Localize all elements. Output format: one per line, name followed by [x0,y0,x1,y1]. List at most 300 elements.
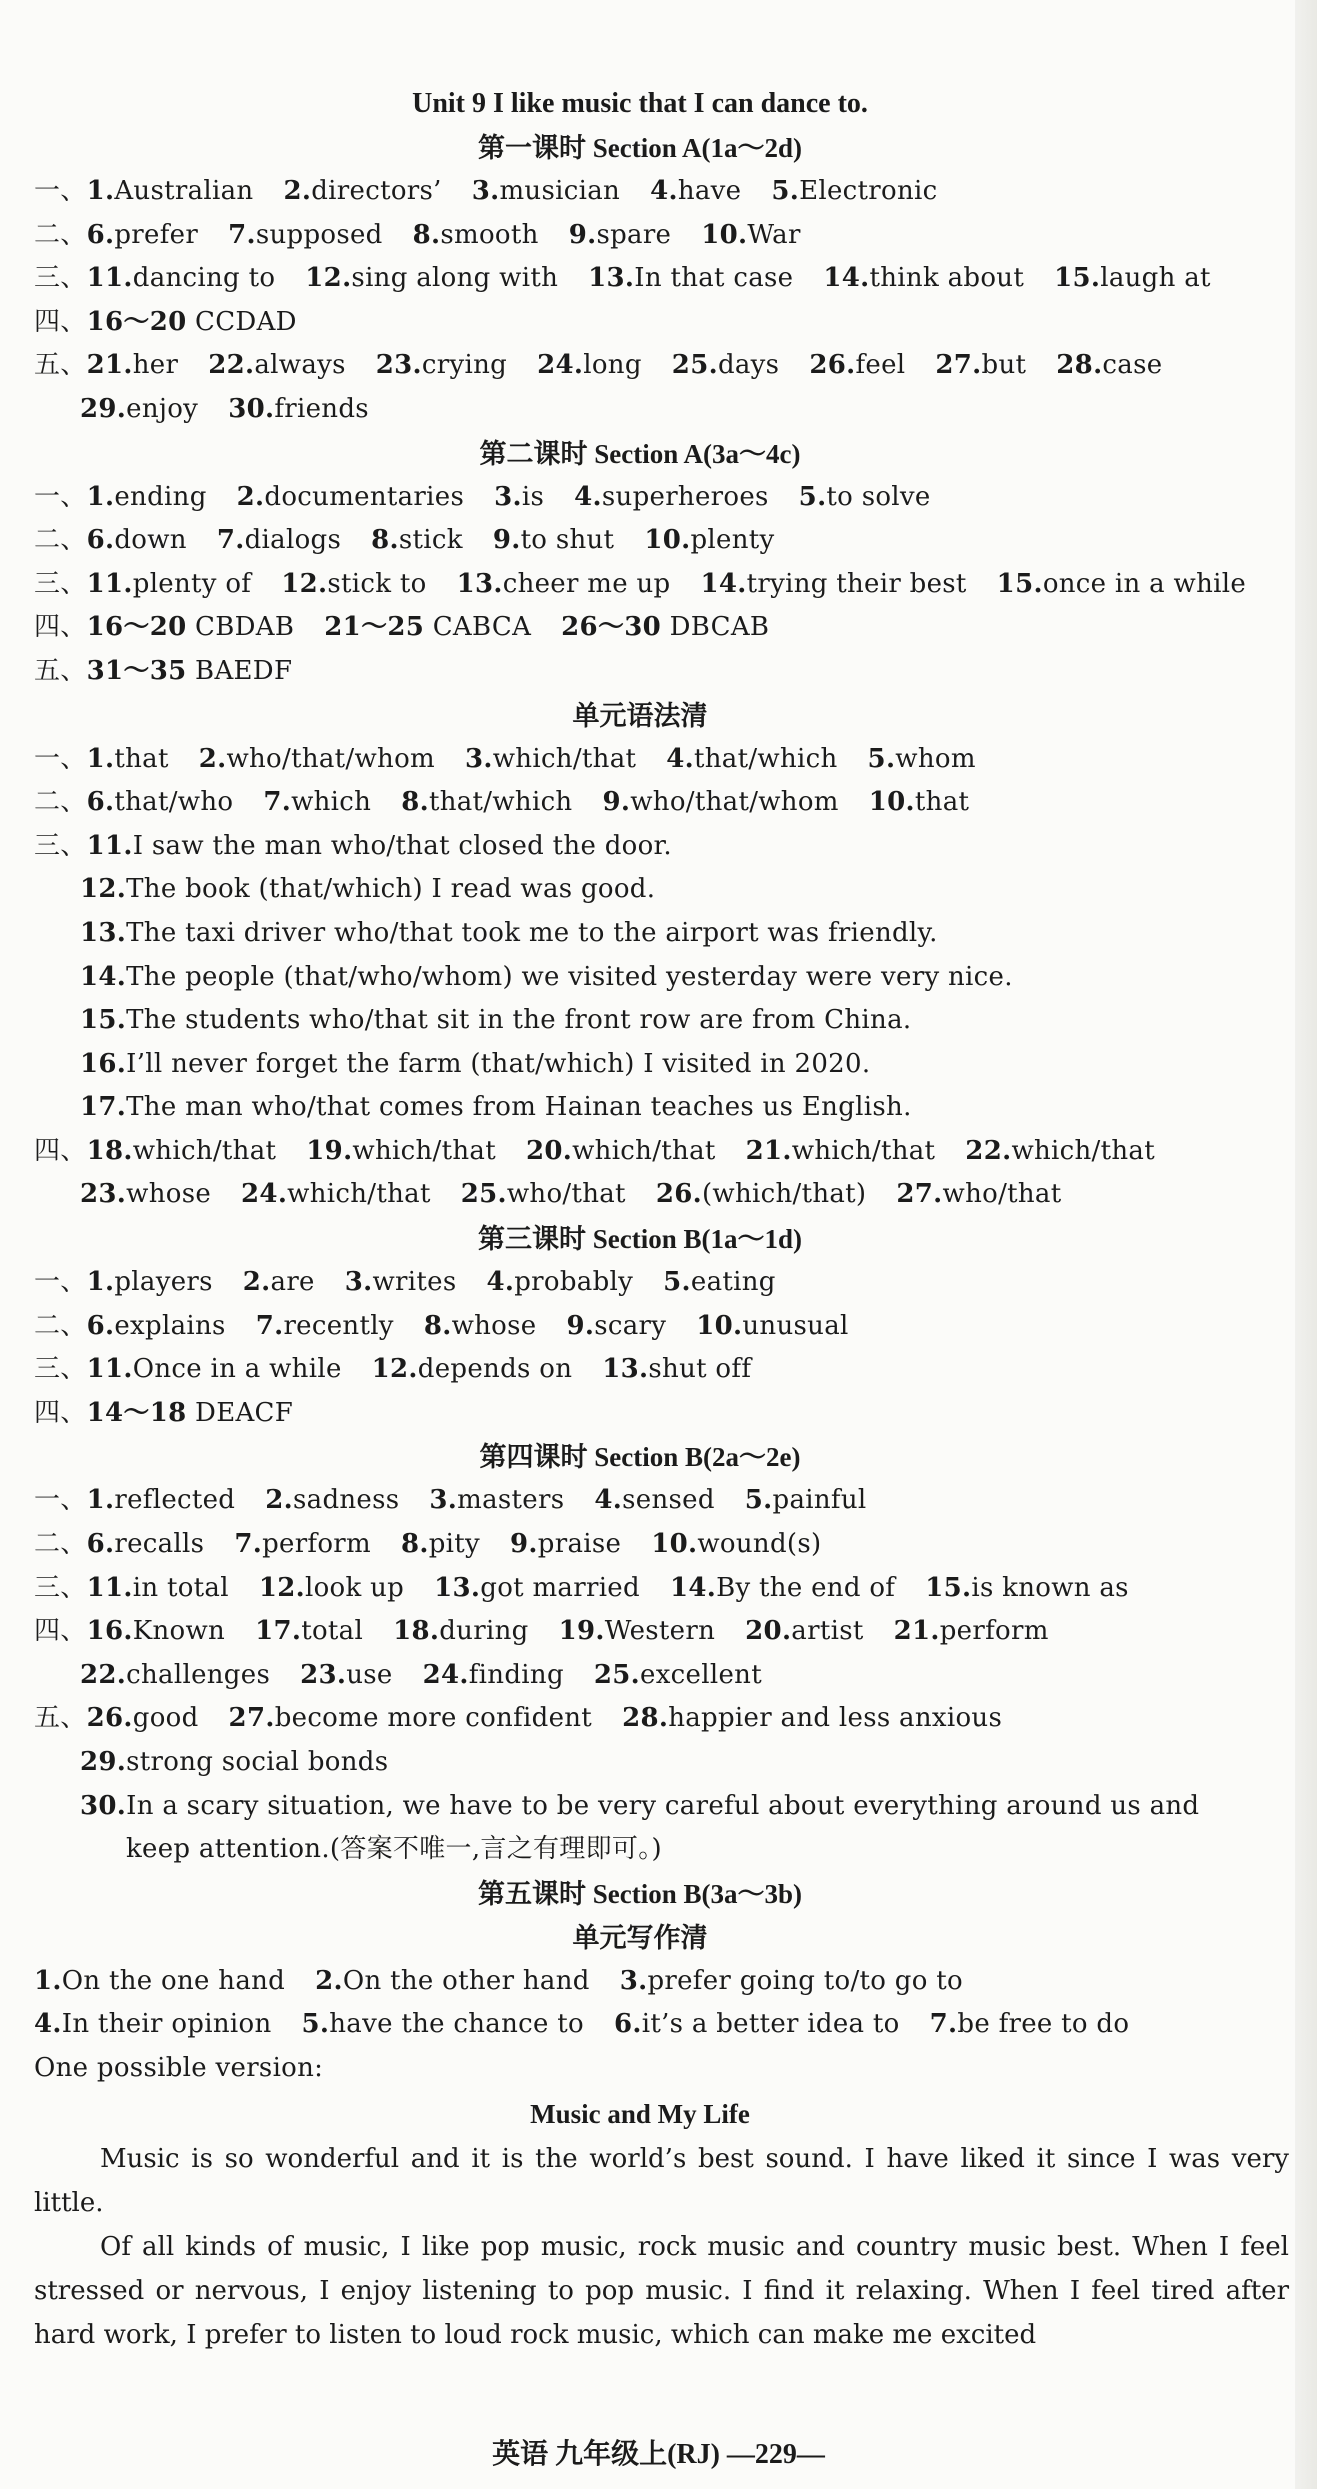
answer-item [461,1179,626,1209]
question-number: 6. [86,219,115,250]
answer-text: enjoy [126,393,199,424]
answer-item [87,1529,205,1559]
question-number: 22. [80,1659,127,1690]
question-number: 15. [80,1005,127,1036]
answer-item [997,569,1246,599]
answer-text: eating [690,1267,776,1298]
answer-text: The book (that/which) I read was good. [126,874,656,905]
answer-text: DEACF [186,1397,294,1428]
question-number: 3. [471,176,500,206]
question-number: 1. [86,743,115,774]
question-number: 11. [86,1354,133,1385]
question-number: 14～18 [86,1397,187,1428]
answer-item [376,350,507,380]
answer-text: always [254,350,346,381]
answer-item [345,1267,457,1297]
answer-line [34,1654,1317,1698]
question-number: 3. [494,481,522,512]
part-label: 一、 [34,743,87,774]
answer-text: that/which [428,787,573,818]
question-number: 14. [80,961,127,992]
question-number: 15. [1054,263,1101,294]
answer-text: supposed [255,219,383,250]
question-number: 6. [86,525,115,556]
answer-text: crying [421,350,508,381]
answer-text: In their opinion [61,2009,272,2040]
question-number: 9. [602,787,631,818]
answer-text: once in a while [1042,568,1247,599]
unit-title: Unit 9 I like music that I can dance to. [412,88,868,119]
answer-item [87,787,234,817]
question-number: 5. [867,743,896,774]
lesson4-answers [34,1479,1317,1871]
answer-text: Australian [114,176,254,206]
answer-item [696,1311,848,1341]
answer-text: CBDAB [186,612,295,643]
answer-text: happier and less anxious [668,1703,1003,1734]
part-label: 一、 [34,176,87,206]
answer-text: The taxi driver who/that took me to the airport was friendly. [126,917,938,948]
answer-text: plenty [690,525,775,556]
answer-item [87,1136,277,1166]
answer-item [259,1573,404,1603]
answer-text: is known as [971,1572,1129,1603]
question-number: 1. [86,1485,115,1516]
answer-item [663,1267,776,1297]
answer-item [80,394,198,424]
part-label: 四、 [34,306,87,337]
answer-text: wound(s) [697,1529,822,1560]
answer-item [87,1398,293,1428]
answer-text: whose [451,1310,537,1341]
answer-text: directors’ [311,176,442,206]
answer-text: superheroes [601,481,769,512]
answer-item [930,2009,1130,2039]
question-number: 1. [86,176,115,206]
answer-item [493,525,615,555]
question-number: 9. [566,1310,595,1341]
question-number: 7. [234,1529,263,1560]
answer-text: ending [114,481,207,512]
question-number: 8. [401,787,429,818]
question-number: 24. [241,1179,288,1210]
answer-text: be free to do [957,2009,1130,2040]
lesson3-answers [34,1261,1317,1435]
part-label: 一、 [34,1267,87,1298]
answer-item [745,1616,863,1646]
question-number: 2. [315,1965,343,1996]
part-label: 五、 [34,655,87,686]
answer-line [34,1392,1317,1436]
question-number: 5. [301,2009,330,2040]
answer-item [799,482,931,512]
answer-item [256,1311,394,1341]
answer-text: who/that [506,1179,626,1210]
part-label: 一、 [34,481,87,512]
question-number: 11. [86,568,133,599]
question-number: 30. [80,1790,127,1821]
question-number: 25. [671,350,718,381]
answer-text: smooth [440,219,539,250]
answer-text: scary [594,1310,667,1341]
question-number: 3. [344,1267,373,1298]
question-number: 15. [996,568,1043,599]
answer-item [199,744,435,774]
part-label: 二、 [34,525,87,556]
answer-item [80,1092,912,1122]
answer-line [34,650,1317,694]
question-number: 26. [86,1703,133,1734]
answer-text: which/that [492,743,637,774]
answer-line [34,2047,1317,2091]
answer-text: to shut [520,525,615,556]
question-number: 12. [305,263,352,294]
part-label: 二、 [34,1310,87,1341]
answer-text: reflected [114,1485,236,1516]
question-number: 22. [965,1135,1012,1166]
answer-item [566,1311,666,1341]
question-number: 8. [371,525,399,556]
adjacent-page-edge [1295,0,1317,2489]
answer-item [87,307,297,337]
answer-text: perform [262,1529,371,1560]
question-number: 1. [86,1267,115,1298]
answer-item [935,350,1026,380]
question-number: 8. [412,219,441,250]
answer-item [229,1703,593,1733]
question-number: 3. [464,743,493,774]
answer-line [34,214,1317,258]
answer-item [87,1573,229,1603]
question-number: 2. [236,481,265,512]
answer-text: cheer me up [502,568,671,599]
answer-item [809,350,905,380]
question-number: 2. [283,176,312,206]
question-number: 4. [34,2009,62,2040]
question-number: 19. [558,1616,605,1647]
answer-item [594,1660,762,1690]
question-number: 10. [696,1310,743,1341]
answer-text: look up [304,1572,405,1603]
answer-item [324,612,531,642]
answer-text: that/which [694,743,838,774]
answer-text: DBCAB [661,612,770,643]
question-number: 20. [745,1616,792,1647]
answer-text: pity [428,1529,481,1560]
answer-item [87,831,672,861]
answer-item [896,1179,1061,1209]
question-number: 28. [1056,350,1103,381]
answer-item [537,350,642,380]
answer-item [486,1267,633,1297]
answer-line [34,1043,1317,1087]
answer-item [823,263,1024,293]
answer-line [34,301,1317,345]
answer-line [34,1960,1317,2004]
answer-item [1054,263,1211,293]
answer-text: case [1102,350,1163,381]
answer-text: in total [132,1572,229,1603]
answer-text: down [114,525,187,556]
part-label: 四、 [34,1616,87,1647]
answer-text: musician [499,176,621,206]
answer-item [894,1616,1049,1646]
part-label: 三、 [34,568,87,599]
answer-line [34,257,1317,301]
part-label: 二、 [34,1529,87,1560]
lesson4-heading: 第四课时 Section B(2a～2e) [479,1442,801,1473]
answer-text: which/that [132,1135,277,1166]
answer-line [34,999,1317,1043]
answer-text: dancing to [132,263,276,294]
answer-line [34,1567,1317,1611]
question-number: 1. [34,1965,62,1996]
answer-item [510,1529,621,1559]
answer-text: In a scary situation, we have to be very careful about everything around us and [126,1790,1200,1821]
answer-item [869,787,969,817]
answer-text: are [270,1267,315,1298]
answer-text: during [439,1616,529,1647]
answer-item [423,1660,564,1690]
question-number: 10. [651,1529,698,1560]
question-number: 27. [935,350,982,381]
question-number: 17. [80,1092,127,1123]
answer-text: whom [895,743,976,774]
answer-line [34,912,1317,956]
answer-item [650,176,741,206]
part-label: 五、 [34,1703,87,1734]
question-number: 3. [619,1965,648,1996]
part-label: 一、 [34,1485,87,1516]
answer-item [87,482,207,512]
question-number: 26～30 [561,612,662,643]
question-number: 3. [429,1485,458,1516]
answer-text: dialogs [244,525,342,556]
answer-line [34,1610,1317,1654]
answer-text: excellent [640,1659,762,1690]
answer-text: spare [596,219,672,250]
answer-item [602,787,838,817]
question-number: 24. [422,1659,469,1690]
answer-text: who/that/whom [630,787,839,818]
answer-item [371,525,463,555]
answer-text: sensed [622,1485,715,1516]
answer-item [80,1005,911,1035]
question-number: 5. [771,176,800,206]
answer-line [34,563,1317,607]
answer-text: that/who [114,787,234,818]
answer-text: prefer [114,219,199,250]
answer-line [34,956,1317,1000]
answer-text: I saw the man who/that closed the door. [132,830,672,861]
question-number: 16. [80,1048,127,1079]
answer-text: Once in a while [132,1354,342,1385]
answer-text: recalls [114,1529,205,1560]
answer-text: think about [869,263,1025,294]
part-label: 二、 [34,219,87,250]
answer-item [255,1616,363,1646]
answer-item [602,1354,751,1384]
answer-item [234,1529,371,1559]
question-number: 19. [306,1135,353,1166]
answer-item [472,176,620,206]
answer-text: use [346,1659,393,1690]
answer-text: CCDAD [186,306,297,337]
answer-item [372,1354,573,1384]
question-number: 7. [216,525,245,556]
answer-line [34,868,1317,912]
answer-text: stick to [327,568,427,599]
answer-text: Electronic [799,176,938,206]
answer-line [34,781,1317,825]
page-footer: 英语 九年级上(RJ) —229— [492,2439,825,2470]
question-number: 14. [823,263,870,294]
answer-text: strong social bonds [126,1747,389,1777]
part-label: 四、 [34,1397,87,1428]
question-number: 27. [228,1703,275,1734]
answer-text: sing along with [351,263,559,294]
answer-item [925,1573,1129,1603]
answer-text: explains [114,1310,226,1341]
question-number: 10. [868,787,915,818]
part-label: 五、 [34,350,87,381]
question-number: 8. [400,1529,429,1560]
answer-item [87,612,295,642]
answer-item [401,787,572,817]
lesson3-heading: 第三课时 Section B(1a～1d) [478,1224,802,1255]
question-number: 5. [744,1485,773,1516]
answer-text: prefer going to/to go to [647,1965,963,1996]
part-label: 三、 [34,263,87,294]
answer-item [237,482,464,512]
question-number: 10. [644,525,691,556]
answer-item [80,962,1013,992]
question-number: 7. [228,219,256,250]
question-number: 16～20 [86,612,187,643]
question-number: 2. [265,1485,293,1516]
answer-item [302,2009,584,2039]
answer-item [80,1179,211,1209]
question-number: 11. [86,1572,133,1603]
answer-text: On the one hand [61,1965,286,1996]
question-number: 23. [375,350,422,381]
answer-item [559,1616,716,1646]
answer-item [241,1179,431,1209]
answer-text: finding [468,1659,564,1690]
answer-text: which [291,787,372,818]
question-number: 5. [663,1267,691,1298]
answer-item [413,220,539,250]
question-number: 9. [510,1529,538,1560]
answer-text: The people (that/who/whom) we visited yesterday were very nice. [126,961,1013,992]
answer-item [672,350,780,380]
answer-item [700,569,966,599]
question-number: 25. [593,1659,641,1690]
question-number: 11. [86,830,133,861]
answer-line [34,738,1317,782]
answer-text: BAEDF [186,655,293,686]
part-label: 四、 [34,1135,87,1166]
part-label: 四、 [34,612,87,643]
answer-item [87,656,293,686]
essay-title: Music and My Life [530,2098,750,2129]
answer-text: her [132,350,179,381]
answer-text: shut off [648,1354,752,1385]
answer-text: (which/that) [701,1179,867,1210]
answer-text: total [301,1616,364,1647]
question-number: 6. [86,787,115,818]
answer-item [281,569,426,599]
lesson1-heading: 第一课时 Section A(1a～2d) [478,133,802,163]
answer-text: trying their best [746,568,967,599]
answer-item [87,263,276,293]
question-number: 23. [300,1659,347,1690]
answer-text: One possible version: [34,2052,324,2083]
question-number: 4. [650,176,678,206]
answer-text: which/that [791,1135,936,1166]
answer-item [87,1267,213,1297]
question-number: 9. [568,219,597,250]
question-number: 14. [700,568,747,599]
answer-line [34,1261,1317,1305]
answer-item [745,1485,867,1515]
answer-line [34,1305,1317,1349]
answer-text: Western [604,1616,716,1647]
answer-text: players [114,1267,213,1298]
essay-paragraph-2: Of all kinds of music, I like pop music, rock music and country music best. When I feel stressed or nervous, I enjoy listening to pop music. I find it relaxing. When I feel tired after hard work, I prefer to listen to loud rock music, which can make me excited [34,2231,1289,2350]
question-number: 16. [86,1616,133,1647]
grammar-answers [34,738,1317,1218]
question-number: 23. [80,1179,127,1210]
answer-item [243,1267,315,1297]
question-number: 12. [80,874,127,905]
answer-item [217,525,341,555]
answer-text: Known [132,1616,226,1647]
answer-item [670,1573,895,1603]
answer-item [457,569,671,599]
question-number: 18. [86,1135,133,1166]
answer-line [34,1523,1317,1567]
answer-item [1056,350,1162,380]
answer-text: have the chance to [329,2009,584,2040]
question-number: 18. [393,1616,440,1647]
part-label: 三、 [34,1572,87,1603]
question-number: 7. [929,2009,958,2040]
answer-item [614,2009,900,2039]
question-number: 29. [80,1747,127,1777]
answer-text: good [132,1703,199,1734]
answer-text: laugh at [1100,263,1211,294]
question-number: 13. [456,568,503,599]
answer-item [569,220,672,250]
answer-item [746,1136,936,1166]
lesson5-answers [34,1960,1317,2091]
answer-text: keep attention.(答案不唯一,言之有理即可。) [126,1834,662,1865]
answer-text: to solve [826,481,931,512]
answer-item [306,1136,496,1166]
answer-item [666,744,837,774]
question-number: 1. [86,481,115,512]
question-number: 9. [492,525,521,556]
answer-item [429,1485,564,1515]
question-number: 6. [86,1529,115,1560]
answer-text: sadness [293,1485,400,1516]
answer-item [87,220,198,250]
answer-item [87,1616,225,1646]
part-label: 二、 [34,787,87,818]
answer-item [228,394,369,424]
question-number: 10. [701,219,748,250]
